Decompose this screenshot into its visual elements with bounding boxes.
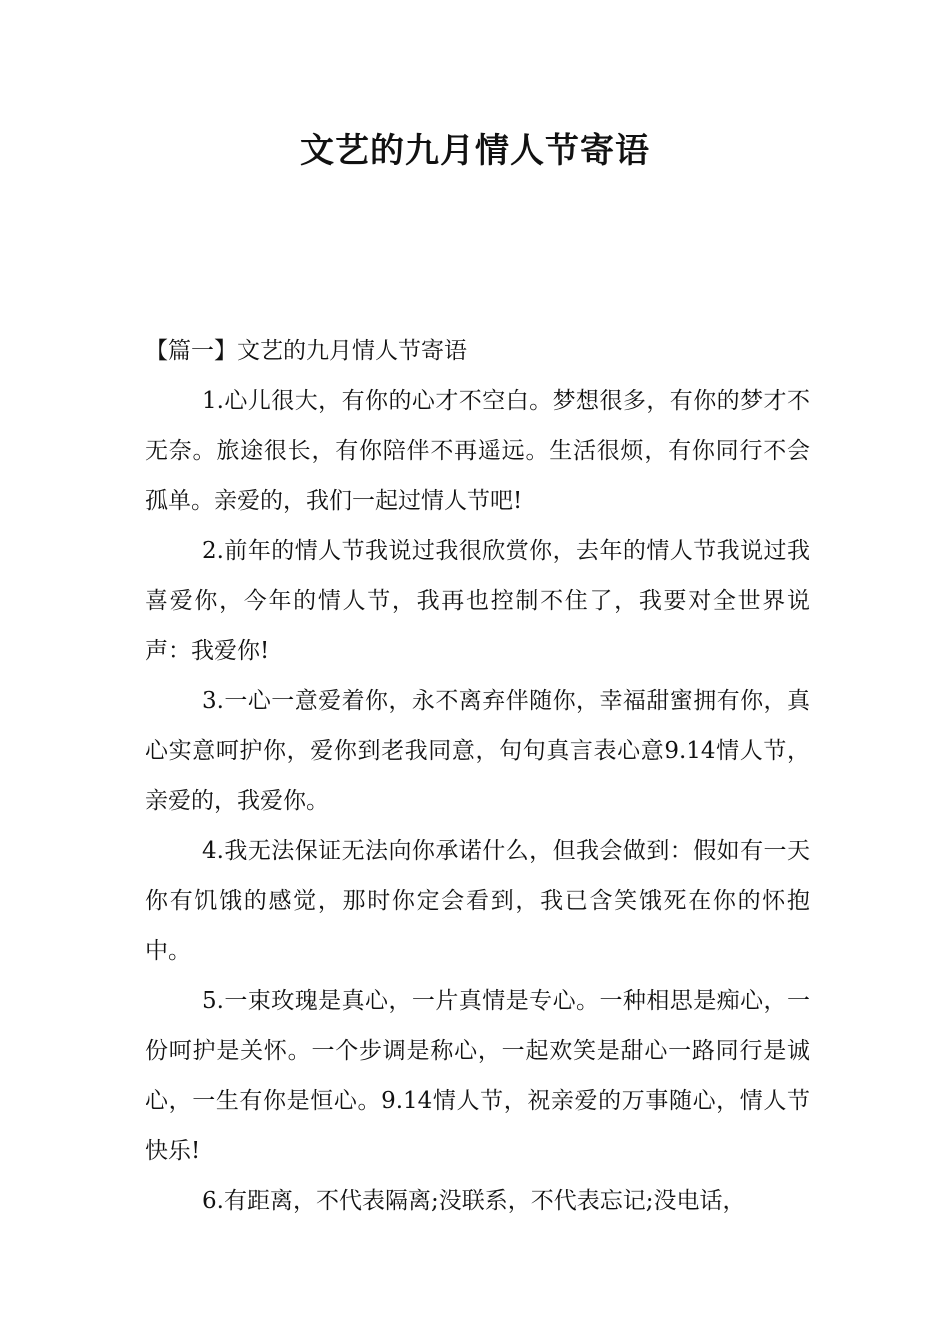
message-entry-1: 1.心儿很大，有你的心才不空白。梦想很多，有你的梦才不无奈。旅途很长，有你陪伴不再遥远。生活很烦，有你同行不会孤单。亲爱的，我们一起过情人节吧! <box>145 388 810 514</box>
message-entry-5: 5.一束玫瑰是真心，一片真情是专心。一种相思是痴心，一份呵护是关怀。一个步调是称心，一起欢笑是甜心一路同行是诚心，一生有你是恒心。9.14情人节，祝亲爱的万事随心，情人节快乐! <box>145 988 810 1164</box>
message-entry-4: 4.我无法保证无法向你承诺什么，但我会做到：假如有一天你有饥饿的感觉，那时你定会看到，我已含笑饿死在你的怀抱中。 <box>145 838 810 964</box>
document-body <box>145 326 810 1226</box>
message-entry-2: 2.前年的情人节我说过我很欣赏你，去年的情人节我说过我喜爱你，今年的情人节，我再也控制不住了，我要对全世界说声：我爱你! <box>145 538 810 664</box>
document-title: 文艺的九月情人节寄语 <box>300 131 650 171</box>
message-entry-3: 3.一心一意爱着你，永不离弃伴随你，幸福甜蜜拥有你，真心实意呵护你，爱你到老我同意，句句真言表心意9.14情人节，亲爱的，我爱你。 <box>145 688 810 814</box>
message-entry-6: 6.有距离，不代表隔离;没联系，不代表忘记;没电话， <box>202 1188 746 1214</box>
section-heading: 【篇一】文艺的九月情人节寄语 <box>145 338 467 364</box>
